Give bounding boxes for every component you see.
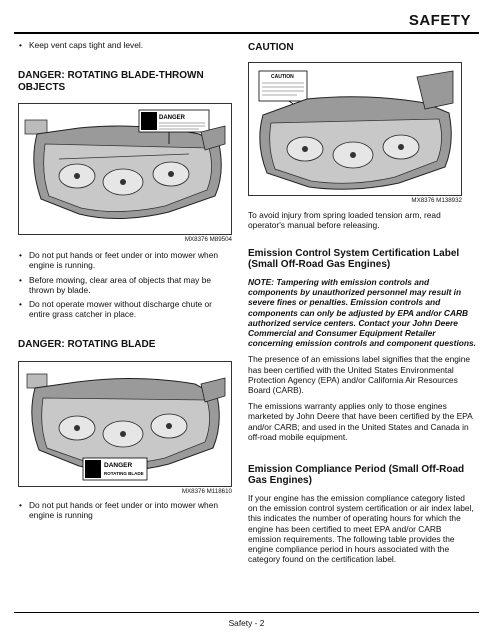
left-column: [18, 40, 232, 524]
emission-note: NOTE: Tampering with emission controls and components by unauthorized personnel may result in severe fines or penalties. Emission controls and components can only be adjusted by EPA and/or CARB authorized service centers. Contact your John Deere Commercial and Consumer Equipment Retailer concerning emission controls and component questions.: [248, 276, 477, 349]
caution-heading: CAUTION: [248, 42, 294, 53]
danger1-bullet: • Do not operate mower without discharge chute or entire grass catcher in place.: [18, 299, 232, 319]
emission-label-heading: Emission Control System Certification Label (Small Off-Road Gas Engines): [248, 247, 460, 271]
right-column: [248, 40, 476, 564]
page-footer: Safety - 2: [14, 612, 479, 628]
figure-id-1: MX8376 M89504: [184, 236, 232, 244]
intro-bullet: • Keep vent caps tight and level.: [18, 40, 232, 50]
mower-deck-figure-1: [18, 103, 232, 235]
mower-deck-figure-2: [18, 361, 232, 487]
emission-para-1: The presence of an emissions label signifies that the engine has been certified with the United States Environmental Protection Agency (EPA) and/or California Air Resources Board (CARB).: [248, 354, 471, 395]
figure-id-2: MX8376 M118610: [181, 487, 232, 495]
page-title: SAFETY: [14, 8, 479, 34]
mower-deck-illustration-2: [19, 362, 231, 486]
decal-3-title: CAUTION: [271, 73, 294, 80]
decal-1-title: DANGER: [159, 115, 186, 122]
decal-2-title: DANGER: [104, 461, 133, 469]
mower-deck-illustration-3: [249, 63, 461, 195]
danger-thrown-objects-heading: DANGER: ROTATING BLADE-THROWN OBJECTS: [18, 70, 204, 93]
mower-deck-figure-3: [248, 62, 462, 196]
danger2-bullet: • Do not put hands or feet under or into mower when engine is running: [18, 500, 232, 520]
figure-id-3: MX8376 M138932: [411, 196, 462, 204]
decal-2-subtitle: ROTATING BLADE: [104, 470, 144, 476]
compliance-para: If your engine has the emission compliance category listed on the emission control system certification or air index label, this indicates the number of operating hours for which the engine has been certified to meet EPA and/or CARB emission requirements. The following table provides the engine compliance period in hours associated with the category found on the certification label.: [248, 492, 474, 565]
mower-deck-illustration-1: [19, 104, 231, 234]
compliance-heading: Emission Compliance Period (Small Off-Road Gas Engines): [248, 463, 465, 487]
danger1-bullet: • Do not put hands or feet under or into mower when engine is running.: [18, 250, 232, 270]
danger-rotating-blade-heading: DANGER: ROTATING BLADE: [18, 339, 156, 351]
caution-text: To avoid injury from spring loaded tension arm, read operator's manual before releasing.: [248, 209, 441, 230]
danger1-bullet: • Before mowing, clear area of objects that may be thrown by blade.: [18, 275, 232, 295]
emission-para-2: The emissions warranty applies only to those engines marketed by John Deere that have been certified by the EPA and/or CARB; and used in the United States and Canada in off-road mobile equipment.: [248, 401, 473, 442]
